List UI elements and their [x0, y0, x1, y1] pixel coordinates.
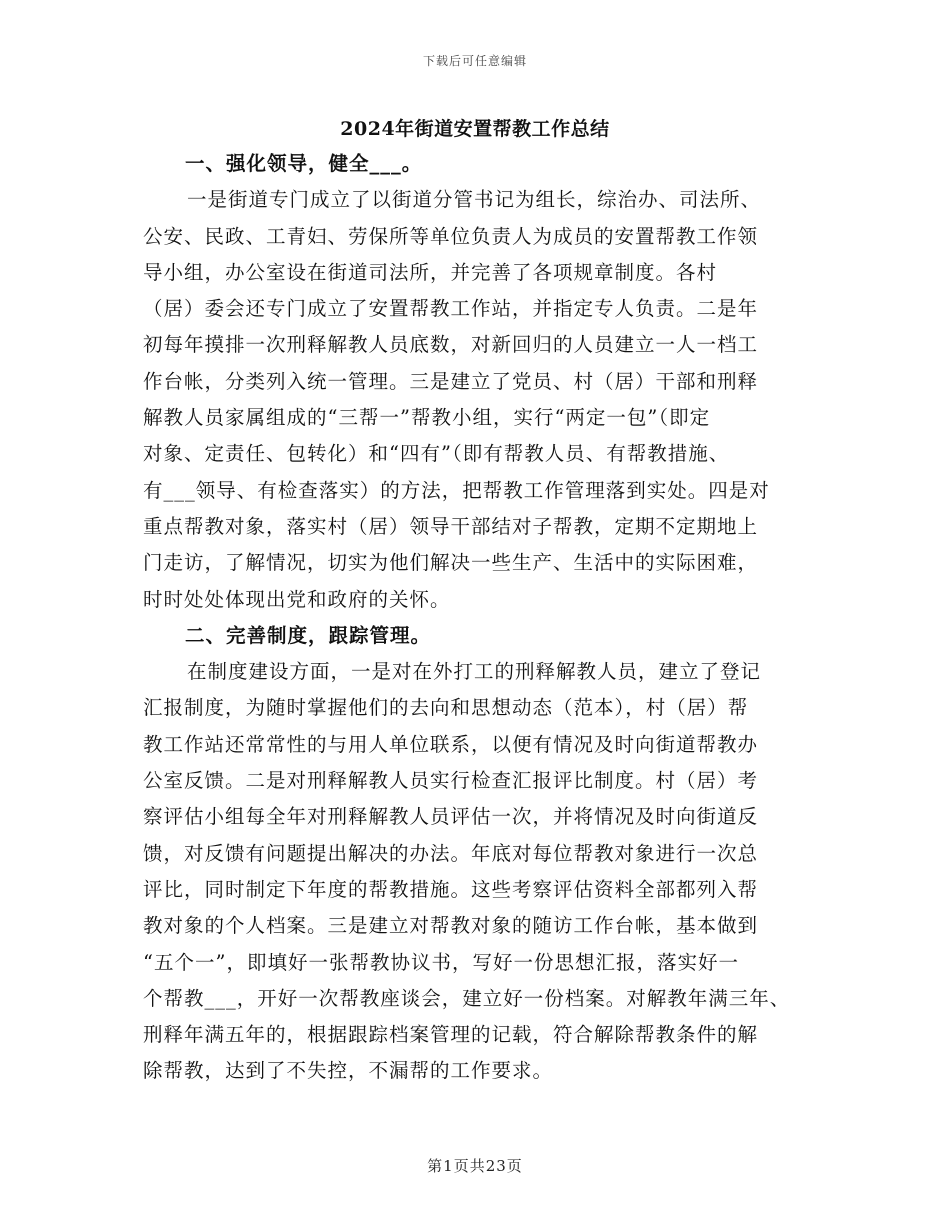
- paragraph-line: 时时处处体现出党和政府的关怀。: [143, 587, 451, 611]
- paragraph-line: 刑释年满五年的，根据跟踪档案管理的记载，符合解除帮教条件的解: [143, 1023, 759, 1047]
- paragraph-line: “五个一”，即填好一张帮教协议书，写好一份思想汇报，落实好一: [143, 950, 739, 974]
- paragraph-line: 导小组，办公室设在街道司法所，并完善了各项规章制度。各村: [143, 260, 718, 284]
- paragraph-line: 作台帐，分类列入统一管理。三是建立了党员、村（居）干部和刑释: [143, 369, 759, 393]
- paragraph-line: 公室反馈。二是对刑释解教人员实行检查汇报评比制度。村（居）考: [143, 769, 759, 793]
- paragraph-line: 门走访，了解情况，切实为他们解决一些生产、生活中的实际困难，: [143, 551, 759, 575]
- paragraph-line: 除帮教，达到了不失控，不漏帮的工作要求。: [143, 1059, 554, 1083]
- paragraph-line: 馈，对反馈有问题提出解决的办法。年底对每位帮教对象进行一次总: [143, 841, 759, 865]
- paragraph-line: 重点帮教对象，落实村（居）领导干部结对子帮教，定期不定期地上: [143, 514, 759, 538]
- section-heading-2: 二、完善制度，跟踪管理。: [185, 623, 432, 647]
- paragraph-line: 公安、民政、工青妇、劳保所等单位负责人为成员的安置帮教工作领: [143, 224, 759, 248]
- paragraph-line: 教工作站还常常性的与用人单位联系，以便有情况及时向街道帮教办: [143, 732, 759, 756]
- document-body: [143, 146, 823, 1090]
- paragraph-line: 个帮教___，开好一次帮教座谈会，建立好一份档案。对解教年满三年、: [143, 986, 791, 1010]
- paragraph-line: 汇报制度，为随时掌握他们的去向和思想动态（范本），村（居）帮: [143, 696, 749, 720]
- page-footer: 第1页共23页: [427, 1157, 523, 1175]
- section-heading-1: 一、强化领导，健全___。: [185, 152, 423, 175]
- paragraph-line: 解教人员家属组成的“三帮一”帮教小组，实行“两定一包”（即定: [143, 406, 711, 430]
- paragraph-line: 在制度建设方面，一是对在外打工的刑释解教人员，建立了登记: [187, 660, 762, 684]
- header-note: 下载后可任意编辑: [422, 54, 527, 68]
- paragraph-line: 初每年摸排一次刑释解教人员底数，对新回归的人员建立一人一档工: [143, 333, 759, 357]
- paragraph-line: 有___领导、有检查落实）的方法，把帮教工作管理落到实处。四是对: [143, 478, 770, 502]
- paragraph-line: 评比，同时制定下年度的帮教措施。这些考察评估资料全部都列入帮: [143, 877, 759, 901]
- document-title: 2024年街道安置帮教工作总结: [340, 118, 610, 140]
- paragraph-line: 对象、定责任、包转化）和“四有”（即有帮教人员、有帮教措施、: [143, 442, 730, 466]
- paragraph-line: 察评估小组每全年对刑释解教人员评估一次，并将情况及时向街道反: [143, 805, 759, 829]
- paragraph-line: 教对象的个人档案。三是建立对帮教对象的随访工作台帐，基本做到: [143, 914, 759, 938]
- paragraph-line: （居）委会还专门成立了安置帮教工作站，并指定专人负责。二是年: [143, 297, 759, 321]
- paragraph-line: 一是街道专门成立了以街道分管书记为组长，综治办、司法所、: [187, 188, 762, 212]
